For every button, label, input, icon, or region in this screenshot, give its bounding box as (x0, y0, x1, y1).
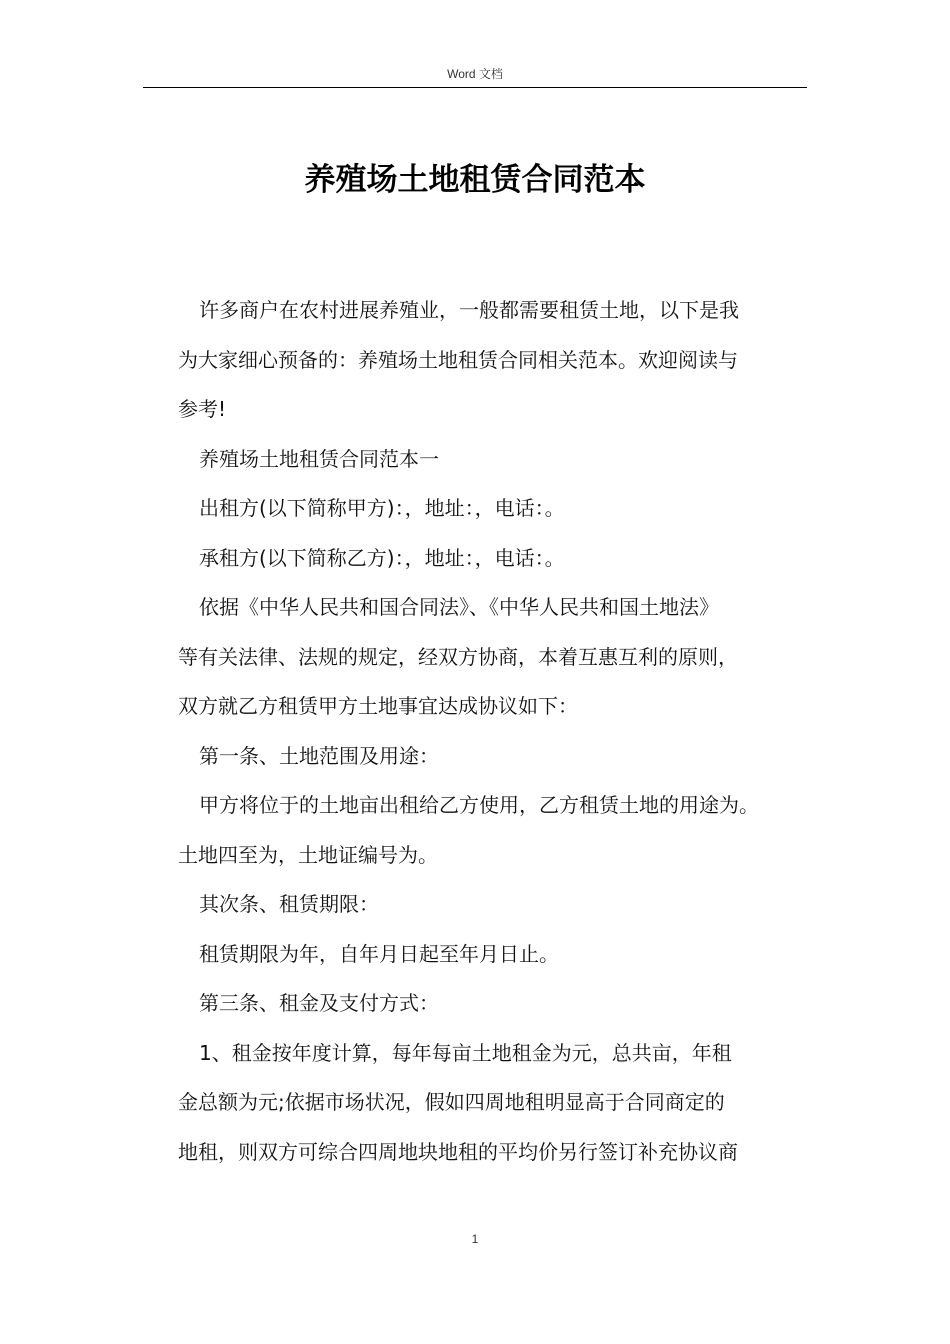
document-body (178, 286, 814, 1177)
paragraph-line: 租赁期限为年，自年月日起至年月日止。 (199, 941, 559, 966)
paragraph-lessor (178, 484, 814, 534)
paragraph-article-2-body (178, 930, 814, 980)
paragraph-section-heading (178, 435, 814, 485)
paragraph-line: 依据《中华人民共和国合同法》、《中华人民共和国土地法》 (199, 595, 719, 619)
paragraph-line: 承租方(以下简称乙方)：，地址：，电话：。 (199, 545, 565, 570)
page-header: Word 文档 (447, 67, 503, 81)
paragraph-article-1-heading (178, 732, 814, 782)
paragraph-article-2-heading (178, 880, 814, 930)
paragraph-line: 地租，则双方可综合四周地块地租的平均价另行签订补充协议商 (178, 1139, 738, 1164)
paragraph-line: 参考! (178, 397, 227, 421)
paragraph-legal-basis (178, 583, 814, 732)
paragraph-line: 为大家细心预备的：养殖场土地租赁合同相关范本。欢迎阅读与 (178, 347, 738, 372)
paragraph-line: 等有关法律、法规的规定，经双方协商，本着互惠互利的原则， (178, 644, 738, 669)
page-number: 1 (471, 1232, 479, 1246)
paragraph-line: 第三条、租金及支付方式： (199, 991, 439, 1015)
paragraph-line: 许多商户在农村进展养殖业，一般都需要租赁土地，以下是我 (199, 298, 739, 322)
paragraph-line: 1、租金按年度计算，每年每亩土地租金为元，总共亩，年租 (199, 1040, 732, 1065)
paragraph-article-3-clause-1 (178, 1029, 814, 1178)
document-title: 养殖场土地租赁合同范本 (304, 162, 646, 198)
paragraph-line: 第一条、土地范围及用途： (199, 743, 439, 768)
paragraph-line: 其次条、租赁期限： (199, 892, 379, 916)
header-divider (143, 87, 807, 88)
paragraph-line: 养殖场土地租赁合同范本一 (199, 446, 439, 471)
paragraph-article-3-heading (178, 979, 814, 1029)
paragraph-line: 金总额为元;依据市场状况，假如四周地租明显高于合同商定的 (178, 1090, 725, 1114)
paragraph-intro (178, 286, 814, 435)
paragraph-line: 双方就乙方租赁甲方土地事宜达成协议如下： (178, 694, 578, 718)
paragraph-line: 甲方将位于的土地亩出租给乙方使用，乙方租赁土地的用途为。 (199, 793, 759, 817)
paragraph-line: 出租方(以下简称甲方)：，地址：，电话：。 (199, 496, 565, 520)
paragraph-line: 土地四至为，土地证编号为。 (178, 842, 438, 867)
paragraph-article-1-body (178, 781, 814, 880)
paragraph-lessee (178, 534, 814, 584)
